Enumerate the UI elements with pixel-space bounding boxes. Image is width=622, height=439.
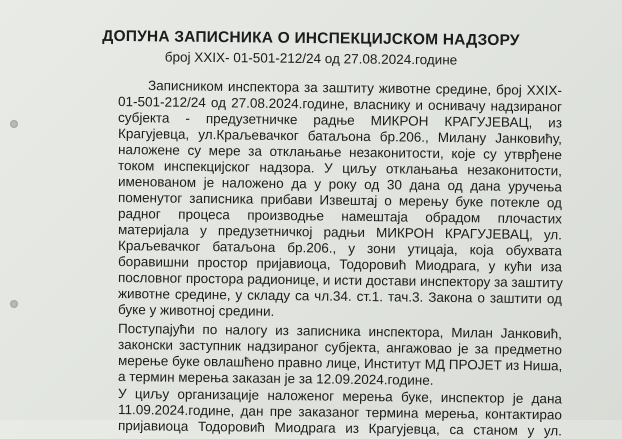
body-line-5: наложене су мере за отклањање незаконитости, које су утврђене — [117, 142, 563, 163]
body-line-19: а термин мерења заказан је за 12.09.2024.године. — [117, 369, 434, 388]
body-line-17: законски заступник надзираног субјекта, ангажовао је за предметно — [117, 337, 563, 358]
document-title: ДОПУНА ЗАПИСНИКА О ИНСПЕКЦИЈСКОМ НАДЗОРУ — [102, 27, 520, 50]
body-line-18: мерење буке овлашћено правно лице, Институт МД ПРОЈЕТ из Ниша, — [117, 353, 563, 374]
body-line-9: радног процеса производње намештаја обрадом плочастих — [117, 206, 563, 227]
body-line-21: 11.09.2024.године, дан пре заказаног термина мерења, контактирао — [117, 402, 563, 423]
body-line-8: поменутог записника прибави Извештај о мерењу буке потекле од — [117, 190, 563, 211]
body-line-16: Поступајући по налогу из записника инспектора, Милан Јанковић, — [117, 321, 563, 342]
body-line-6: током инспекцијског надзора. У циљу отклањања незаконитости, — [117, 158, 563, 179]
body-line-1: Записником инспектора за заштиту животне средине, број XXIX- — [147, 78, 563, 99]
document-subtitle: број XXIX- 01-501-212/24 од 27.08.2024.године — [164, 49, 458, 68]
body-line-12: боравишни простор пријавиоца, Тодоровић Миодрага, у кући иза — [117, 254, 563, 275]
body-line-20: У циљу организације наложеног мерења буке, инспектор је дана — [117, 386, 563, 407]
body-line-3: субјекта - предузетничке радње МИКРОН КРАГУЈЕВАЦ, из — [117, 110, 563, 131]
binder-hole — [10, 300, 18, 308]
body-line-10: материјала у предузетничкој радњи МИКРОН КРАГУЈЕВАЦ, ул. — [117, 222, 563, 243]
body-line-4: Крагујевца, ул.Краљевачког батаљона бр.206., Милану Јанковићу, — [117, 126, 563, 147]
body-line-2: 01-501-212/24 од 27.08.2024.године, власнику и оснивачу надзираног — [117, 94, 563, 115]
body-line-7: именованом је наложено да у року од 30 дана од дана уручења — [117, 174, 563, 195]
body-line-22: пријавиоца Тодоровић Миодрага из Крагујевца, са станом у ул. — [117, 418, 563, 439]
body-line-15: буке у животној средини. — [117, 302, 275, 319]
body-line-11: Краљевачког батаљона бр.206., у зони утицаја, која обухвата — [117, 238, 563, 259]
body-line-14: животне средине, у складу са чл.34. ст.1. тач.3. Закона о заштити од — [117, 286, 563, 307]
body-line-13: пословног простора радионице, и исти достави инспектору за заштиту — [117, 270, 563, 291]
binder-hole — [10, 120, 18, 128]
